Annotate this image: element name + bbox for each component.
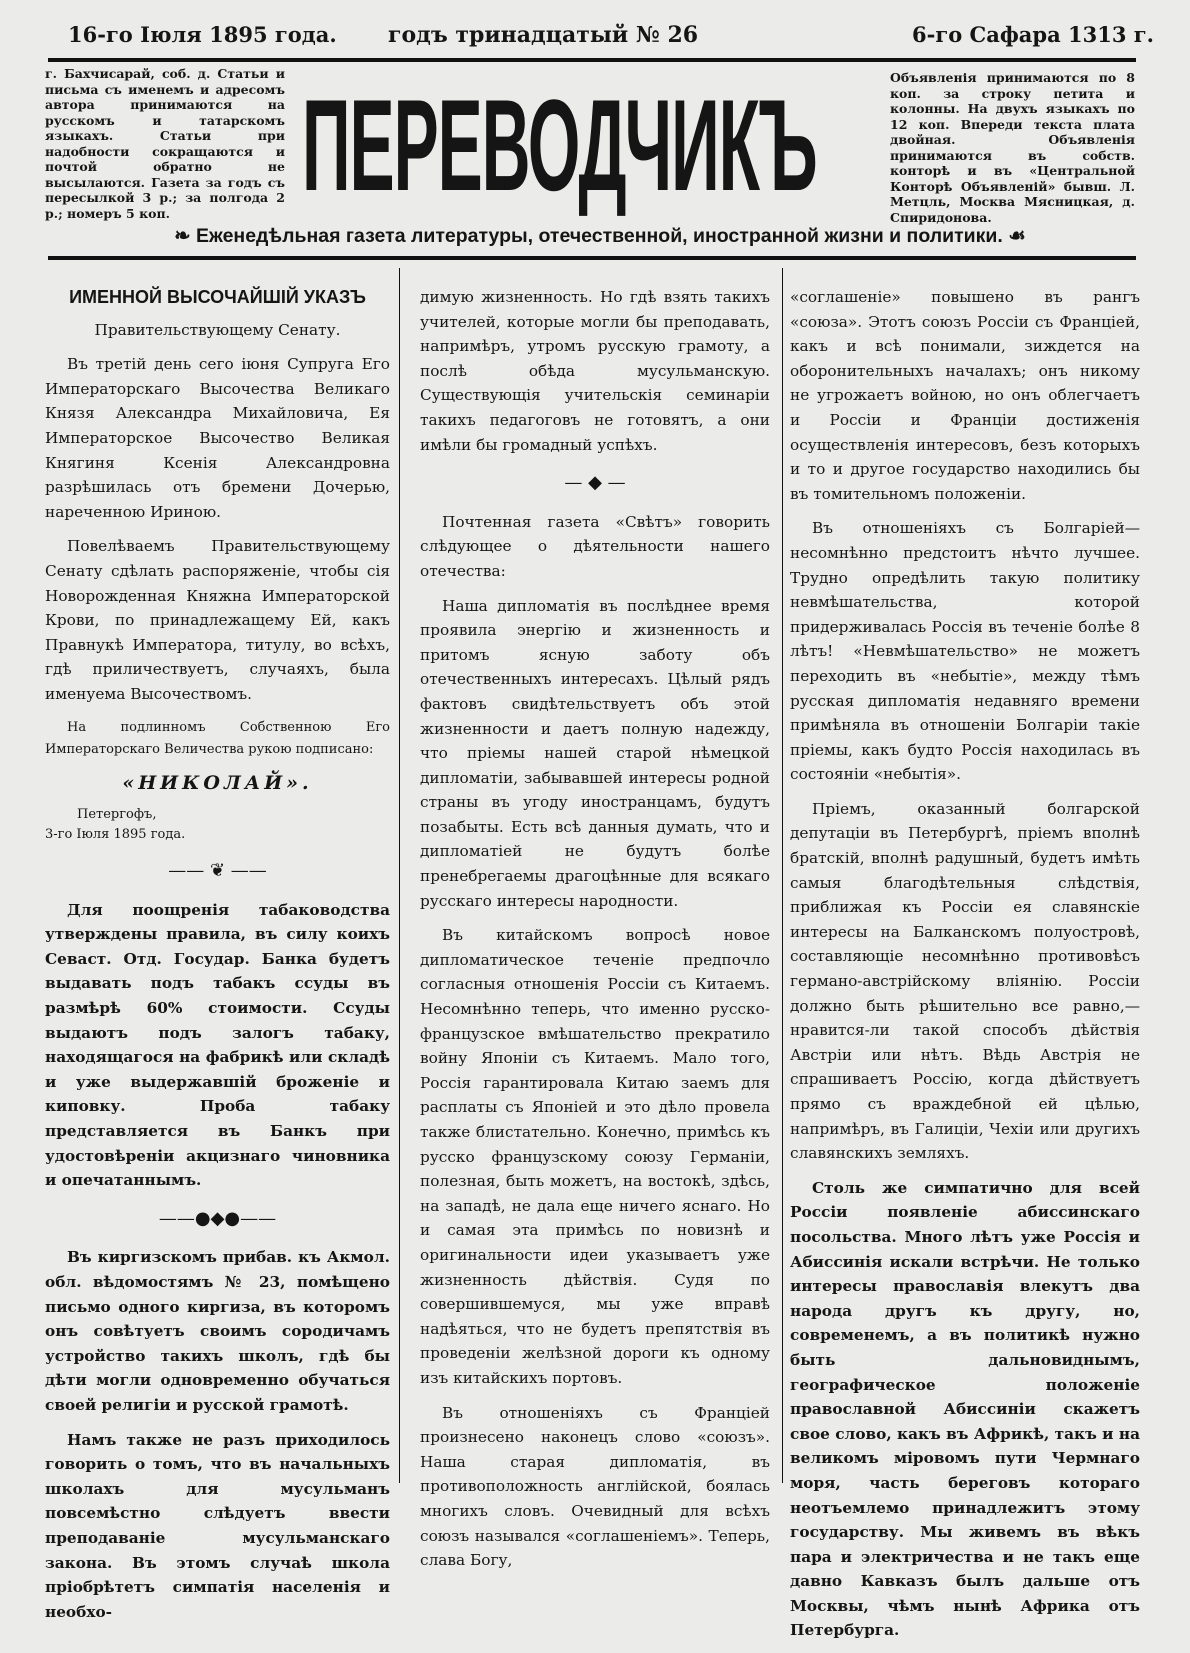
place-date: 3-го Іюля 1895 года. <box>45 827 186 843</box>
paragraph: димую жизненность. Но гдѣ взять такихъ учителей, которые могли бы преподавать, напримѣръ, утромъ русскую грамоту, а послѣ обѣда мусульманскую. Существующія учительскія семинаріи такихъ педагоговъ не готовятъ, а они имѣли бы громадный успѣхъ. <box>420 288 770 454</box>
paragraph: Для поощренія табаководства утверждены правила, въ силу коихъ Севаст. Отд. Государ. Банка будетъ выдавать подъ табакъ ссуды въ размѣрѣ 60% стоимости. Ссуды выдаютъ подъ залогъ табаку, находящагося на фабрикѣ или складѣ и уже выдержавшій броженіе и киповку. Проба табаку представляется въ Банкъ при удостовѣреніи акцизнаго чиновника и опечатаннымъ. <box>45 900 390 1190</box>
paragraph: Въ отношеніяхъ съ Франціей произнесено наконецъ слово «союзъ». Наша старая дипломатія, въ противоположность англійской, боялась многихъ словъ. Очевидный для всѣхъ союзъ назывался «соглашеніемъ». Теперь, слава Богу, <box>420 1403 770 1570</box>
column-3 <box>790 285 1140 1653</box>
paragraph: Повелѣваемъ Правительствующему Сенату сдѣлать распоряженіе, чтобы сія Новорожденная Княжна Императорской Крови, по принадлежащему Ей, какъ Правнукѣ Императора, титулу, во всѣхъ, гдѣ приличествуетъ, случаяхъ, была именуема Высочествомъ. <box>45 537 390 703</box>
signature: «НИКОЛАЙ». <box>122 771 313 794</box>
advert-notice: Объявленія принимаются по 8 коп. за строку петита и колонны. На двухъ языкахъ по 12 коп. Впереди текста плата двойная. Объявленія принимаются въ собств. конторѣ и въ «Центральной Конторѣ Объявленій» бывш. Л. Метцль, Москва Мясницкая, д. Спиридонова. <box>890 70 1135 225</box>
ornament-divider: —— ❦ —— <box>168 860 267 882</box>
top-rule <box>48 58 1136 62</box>
column-2 <box>420 285 770 1583</box>
paragraph: Наша дипломатія въ послѣднее время проявила энергію и жизненность и притомъ ясную заботу объ отечественныхъ интересахъ. Цѣлый рядъ фактовъ свидѣтельствуетъ объ этой жизненности и даетъ полную надежду, что пріемы нашей старой нѣмецкой дипломатіи, забывавшей интересы родной страны въ угоду иностранцамъ, будутъ позабыты. Есть всѣ данныя думать, что и дипломатіей не будутъ болѣе пренебрегаемы драгоцѣнные для всякаго русскаго интересы народности. <box>420 596 770 910</box>
paragraph: Пріемъ, оказанный болгарской депутаціи въ Петербургѣ, пріемъ вполнѣ братскій, вполнѣ радушный, будетъ имѣть самыя благодѣтельныя слѣдствія, приближая къ Россіи ея славянскіе интересы на Балканскомъ полуостровѣ, составляющіе несомнѣнно противовѣсъ германо-австрійскому вліянію. Россіи должно быть рѣшительно все равно,—нравится-ли такой способъ дѣйствія Австріи или нѣтъ. Вѣдь Австрія не спрашиваетъ Россію, когда дѣйствуетъ прямо съ враждебной ей цѣлью, напримѣръ, въ Галиціи, Чехіи или другихъ славянскихъ земляхъ. <box>790 799 1140 1163</box>
paragraph: «соглашеніе» повышено въ рангъ «союза». Этотъ союзъ Россіи съ Франціей, какъ и всѣ понимали, зиждется на оборонительныхъ началахъ; онъ никому не угрожаетъ войною, но онъ облегчаетъ и Россіи и Франціи достиженія осуществленія интересовъ, безъ которыхъ и то и другое государство находились бы въ томительномъ положеніи. <box>790 288 1140 503</box>
date-right: 6-го Сафара 1313 г. <box>912 22 1154 47</box>
issue-number: годъ тринадцатый № 26 <box>388 22 699 48</box>
paragraph: Въ киргизскомъ прибав. къ Акмол. обл. вѣдомостямъ № 23, помѣщено письмо одного киргиза, въ которомъ онъ совѣтуетъ своимъ сородичамъ устройство такихъ школъ, гдѣ бы дѣти могли одновременно обучаться своей религіи и русской грамотѣ. <box>45 1248 390 1414</box>
ornament-divider: — ◆ — <box>564 472 626 494</box>
place: Петергофъ, <box>77 807 157 823</box>
column-1 <box>45 285 390 1634</box>
subtitle-text: Еженедѣльная газета литературы, отечественной, иностранной жизни и политики. <box>196 225 1003 247</box>
column-divider <box>782 268 783 1483</box>
paragraph: Намъ также не разъ приходилось говорить о томъ, что въ начальныхъ школахъ для мусульманъ повсемѣстно слѣдуетъ ввести преподаваніе мусульманскаго закона. Въ этомъ случаѣ школа пріобрѣтетъ симпатія населенія и необхо- <box>45 1430 390 1621</box>
paragraph: Столь же симпатично для всей Россіи появленіе абиссинскаго посольства. Много лѣтъ уже Россія и Абиссинія искали встрѣчи. Не только интересы православія влекутъ два народа другъ къ другу, но, современемъ, а въ политикѣ нужно быть дальновиднымъ, географическое положеніе православной Абиссиніи скажетъ свое слово, какъ въ Африкѣ, такъ и на великомъ міровомъ пути Чермнаго моря, часть береговъ котораго неотъемлемо принадлежитъ этому государству. Мы живемъ въ вѣкъ пара и электричества и не такъ еще давно Кавказъ былъ дальше отъ Москвы, чѣмъ нынѣ Африка отъ Петербурга. <box>790 1178 1140 1640</box>
newspaper-title: ПЕРЕВОДЧИКЪ <box>302 72 817 218</box>
paragraph: Въ отношеніяхъ съ Болгаріей—несомнѣнно предстоитъ нѣчто лучшее. Трудно опредѣлить такую политику невмѣшательства, которой придерживалась Россія въ теченіе болѣе 8 лѣтъ! «Невмѣшательство» не можетъ переходить въ «небытіе», между тѣмъ русская дипломатія недавняго времени примѣняла въ отношеніи Болгаріи такіе пріемы, какъ будто Россія находилась въ состояніи «небытія». <box>790 519 1140 784</box>
newspaper-subtitle: ❧ Еженедѣльная газета литературы, отечественной, иностранной жизни и политики. ☙ <box>174 225 1026 247</box>
header-rule <box>48 256 1136 260</box>
ornament-divider: ——●◆●—— <box>158 1207 277 1229</box>
paragraph: Почтенная газета «Свѣтъ» говорить слѣдующее о дѣятельности нашего отечества: <box>420 512 770 580</box>
paragraph: Въ китайскомъ вопросѣ новое дипломатическое теченіе предпочло согласныя отношенія Россіи съ Китаемъ. Несомнѣнно теперь, что именно русско-французское вмѣшательство прекратило войну Японіи съ Китаемъ. Мало того, Россія гарантировала Китаю заемъ для расплаты съ Японіей и это дѣло провела также блистательно. Конечно, примѣсь къ русско французскому союзу Германіи, полезная, быть можетъ, на востокѣ, здѣсь, на западѣ, не дала еще ничего яснаго. Но и самая эта примѣсь по новизнѣ и оригинальности идеи указываетъ уже жизненность дѣйствія. Судя по совершившемуся, мы уже вправѣ надѣяться, что не будетъ препятствія въ проведеніи желѣзной дороги къ одному изъ китайскихъ портовъ. <box>420 926 770 1387</box>
subscription-notice: г. Бахчисарай, соб. д. Статьи и письма съ именемъ и адресомъ автора принимаются на русскомъ и татарскомъ языкахъ. Статьи при надобности сокращаются и почтой обратно не высылаются. Газета за годъ съ пересылкой 3 р.; за полгода 2 р.; номеръ 5 коп. <box>45 66 285 221</box>
decree-heading: ИМЕННОЙ ВЫСОЧАЙШІЙ УКАЗЪ <box>69 287 366 307</box>
date-left: 16-го Іюля 1895 года. <box>68 22 337 47</box>
paragraph: Въ третій день сего іюня Супруга Его Императорскаго Высочества Великаго Князя Александра Михайловича, Ея Императорское Высочество Великая Княгиня Ксенія Александровна разрѣшилась отъ бремени Дочерью, нареченною Ириною. <box>45 355 390 521</box>
decree-addressee: Правительствующему Сенату. <box>94 320 341 339</box>
signed-note: На подлинномъ Собственною Его Императорскаго Величества рукою подписано: <box>45 719 390 757</box>
column-divider <box>399 268 400 1483</box>
